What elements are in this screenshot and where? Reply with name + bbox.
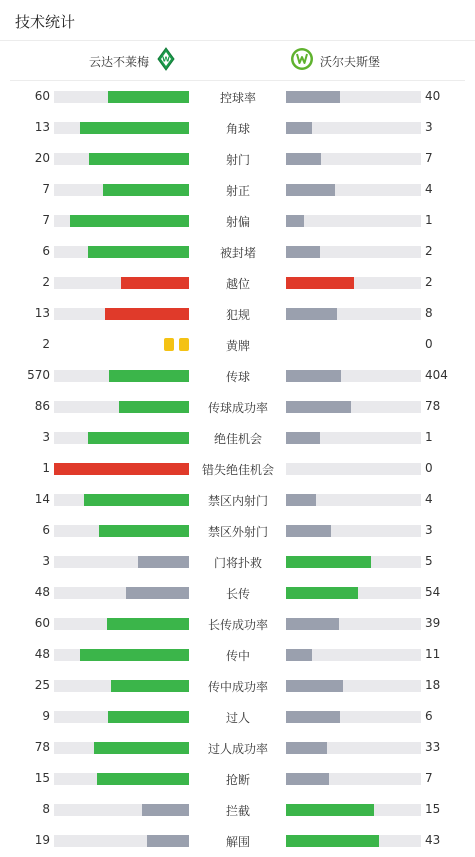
- home-stat-bar: [107, 618, 189, 630]
- away-stat-value: 43: [425, 833, 441, 847]
- away-stat-bar: [286, 742, 327, 754]
- stat-row: [0, 298, 475, 329]
- away-stat-bar-track: [286, 463, 421, 475]
- away-stat-bar-track: [286, 711, 421, 723]
- home-stat-value: 570: [27, 368, 50, 382]
- stat-row: [0, 236, 475, 267]
- stat-label: 过人: [225, 711, 250, 725]
- home-stat-value: 8: [42, 802, 50, 816]
- stat-label: 传球成功率: [207, 401, 268, 415]
- home-stat-value: 14: [34, 492, 50, 506]
- yellow-card-icon: [179, 338, 189, 351]
- away-stat-value: 2: [425, 244, 433, 258]
- away-stat-bar: [286, 618, 339, 630]
- home-stat-bar: [80, 649, 189, 661]
- away-stat-value: 2: [425, 275, 433, 289]
- home-stat-bar: [109, 370, 189, 382]
- stat-label: 传球: [225, 370, 250, 384]
- stat-label: 拦截: [225, 804, 250, 818]
- stat-row: [0, 81, 475, 112]
- stat-label: 黄牌: [225, 339, 250, 353]
- home-yellow-cards: [164, 338, 189, 351]
- home-stat-bar-track: [54, 370, 189, 382]
- away-stat-value: 11: [425, 647, 441, 661]
- stat-row: [0, 453, 475, 484]
- home-stat-bar: [99, 525, 189, 537]
- away-stat-value: 4: [425, 492, 433, 506]
- home-stat-bar-track: [54, 432, 189, 444]
- away-stat-value: 0: [425, 337, 433, 351]
- home-stat-bar-track: [54, 401, 189, 413]
- home-stat-bar: [94, 742, 189, 754]
- away-stat-bar-track: [286, 277, 421, 289]
- away-stat-bar-track: [286, 773, 421, 785]
- away-stat-value: 7: [425, 151, 433, 165]
- away-stat-value: 33: [425, 740, 441, 754]
- away-stat-bar: [286, 215, 304, 227]
- away-stat-bar-track: [286, 587, 421, 599]
- home-stat-bar: [88, 432, 189, 444]
- away-stat-value: 404: [425, 368, 448, 382]
- away-stat-value: 54: [425, 585, 441, 599]
- home-stat-value: 48: [34, 647, 50, 661]
- home-stat-bar: [103, 184, 189, 196]
- away-stat-bar-track: [286, 215, 421, 227]
- stat-row: [0, 577, 475, 608]
- home-stat-value: 6: [42, 523, 50, 537]
- away-stat-value: 40: [425, 89, 441, 103]
- stat-label: 传中成功率: [207, 680, 268, 694]
- stat-row: [0, 112, 475, 143]
- home-stat-value: 2: [42, 337, 50, 351]
- away-stat-bar-track: [286, 153, 421, 165]
- stat-row: [0, 825, 475, 856]
- home-stat-bar-track: [54, 556, 189, 568]
- away-stat-bar: [286, 649, 312, 661]
- away-stat-bar-track: [286, 401, 421, 413]
- stat-label: 越位: [225, 277, 250, 291]
- home-stat-bar: [119, 401, 189, 413]
- yellow-card-icon: [164, 338, 174, 351]
- home-stat-bar: [89, 153, 189, 165]
- away-stat-value: 5: [425, 554, 433, 568]
- away-stat-value: 7: [425, 771, 433, 785]
- home-stat-value: 6: [42, 244, 50, 258]
- away-stat-bar: [286, 246, 320, 258]
- away-stat-value: 8: [425, 306, 433, 320]
- home-team[interactable]: [89, 49, 175, 73]
- home-stat-bar-track: [54, 184, 189, 196]
- away-stat-bar-track: [286, 804, 421, 816]
- away-stat-bar: [286, 711, 340, 723]
- stat-label: 绝佳机会: [213, 432, 262, 446]
- stat-label: 抢断: [225, 773, 250, 787]
- stat-label: 门将扑救: [213, 556, 262, 570]
- home-stat-bar-track: [54, 525, 189, 537]
- svg-text:W: W: [162, 55, 170, 64]
- home-stat-bar-track: [54, 215, 189, 227]
- stat-row: [0, 639, 475, 670]
- home-stat-bar: [80, 122, 189, 134]
- home-stat-bar: [121, 277, 189, 289]
- stat-row: [0, 515, 475, 546]
- home-stat-bar: [147, 835, 189, 847]
- home-stat-bar-track: [54, 277, 189, 289]
- away-stat-bar: [286, 122, 312, 134]
- away-stat-bar: [286, 432, 320, 444]
- home-stat-bar: [138, 556, 189, 568]
- home-stat-bar-track: [54, 835, 189, 847]
- home-stat-bar-track: [54, 804, 189, 816]
- stat-row: [0, 360, 475, 391]
- home-stat-value: 13: [34, 306, 50, 320]
- home-stat-bar-track: [54, 680, 189, 692]
- home-stat-bar: [54, 463, 189, 475]
- home-stat-value: 60: [34, 89, 50, 103]
- stat-row: [0, 267, 475, 298]
- stats-header: [0, 0, 475, 41]
- home-stat-bar: [105, 308, 189, 320]
- home-stat-bar-track: [54, 742, 189, 754]
- home-stat-value: 78: [34, 740, 50, 754]
- page-title: 技术统计: [15, 13, 76, 31]
- stat-label: 射正: [225, 184, 250, 198]
- away-stat-bar-track: [286, 122, 421, 134]
- away-stat-bar: [286, 556, 371, 568]
- home-stat-value: 1: [42, 461, 50, 475]
- stat-label: 解围: [225, 835, 250, 849]
- stat-label: 禁区外射门: [207, 525, 268, 539]
- away-stat-bar-track: [286, 556, 421, 568]
- home-stat-value: 86: [34, 399, 50, 413]
- home-stat-bar-track: [54, 587, 189, 599]
- home-stat-value: 25: [34, 678, 50, 692]
- home-stat-value: 15: [34, 771, 50, 785]
- home-stat-bar-track: [54, 649, 189, 661]
- away-stat-bar-track: [286, 91, 421, 103]
- away-stat-bar-track: [286, 308, 421, 320]
- stat-label: 过人成功率: [207, 742, 268, 756]
- stat-label: 传中: [225, 649, 250, 663]
- home-stat-value: 3: [42, 554, 50, 568]
- away-stat-bar: [286, 680, 343, 692]
- home-stat-value: 2: [42, 275, 50, 289]
- away-stat-value: 1: [425, 213, 433, 227]
- home-stat-bar: [70, 215, 189, 227]
- away-stat-value: 0: [425, 461, 433, 475]
- away-stat-value: 3: [425, 523, 433, 537]
- away-stat-bar: [286, 91, 340, 103]
- stat-label: 被封堵: [219, 246, 256, 260]
- away-stat-bar: [286, 277, 354, 289]
- home-stat-bar-track: [54, 711, 189, 723]
- away-stat-bar: [286, 153, 321, 165]
- stat-label: 角球: [225, 122, 250, 136]
- stat-label: 错失绝佳机会: [201, 463, 274, 477]
- stat-row: [0, 701, 475, 732]
- away-stat-value: 78: [425, 399, 441, 413]
- team-header-row: [10, 41, 465, 81]
- away-stat-bar-track: [286, 649, 421, 661]
- home-stat-value: 7: [42, 213, 50, 227]
- home-stat-bar-track: [54, 773, 189, 785]
- stat-label: 犯规: [225, 308, 250, 322]
- away-team-name: 沃尔夫斯堡: [320, 54, 381, 69]
- home-stat-value: 13: [34, 120, 50, 134]
- away-stat-value: 4: [425, 182, 433, 196]
- away-stat-bar: [286, 835, 379, 847]
- away-stat-bar-track: [286, 742, 421, 754]
- home-stat-value: 9: [42, 709, 50, 723]
- stat-row: [0, 143, 475, 174]
- away-stat-value: 3: [425, 120, 433, 134]
- stat-row: [0, 794, 475, 825]
- away-stat-bar-track: [286, 525, 421, 537]
- home-stat-value: 48: [34, 585, 50, 599]
- home-stat-bar: [97, 773, 189, 785]
- away-stat-bar: [286, 494, 316, 506]
- stat-row: [0, 422, 475, 453]
- stat-label: 禁区内射门: [207, 494, 268, 508]
- away-stat-bar-track: [286, 184, 421, 196]
- home-stat-bar-track: [54, 91, 189, 103]
- home-stat-bar: [108, 711, 189, 723]
- away-stat-bar: [286, 587, 358, 599]
- away-stat-value: 39: [425, 616, 441, 630]
- stat-row: [0, 732, 475, 763]
- away-stat-bar: [286, 308, 337, 320]
- stat-row: [0, 546, 475, 577]
- stat-row: [0, 670, 475, 701]
- home-stat-bar: [108, 91, 189, 103]
- away-stat-value: 18: [425, 678, 441, 692]
- stat-label: 射偏: [225, 215, 250, 229]
- away-stat-bar: [286, 525, 331, 537]
- home-stat-value: 7: [42, 182, 50, 196]
- stat-label: 射门: [225, 153, 250, 167]
- home-stat-bar: [142, 804, 189, 816]
- home-stat-bar-track: [54, 463, 189, 475]
- home-stat-value: 19: [34, 833, 50, 847]
- away-stat-bar-track: [286, 618, 421, 630]
- home-stat-bar-track: [54, 122, 189, 134]
- away-team[interactable]: [290, 49, 380, 73]
- home-stat-value: 60: [34, 616, 50, 630]
- stat-row: [0, 391, 475, 422]
- away-stat-bar: [286, 773, 329, 785]
- home-stat-bar: [84, 494, 189, 506]
- away-stat-bar: [286, 370, 341, 382]
- stat-label: 长传: [225, 587, 250, 601]
- away-stat-value: 6: [425, 709, 433, 723]
- stat-row: [0, 174, 475, 205]
- wolfsburg-crest-icon: [290, 47, 314, 75]
- home-stat-value: 3: [42, 430, 50, 444]
- stat-row: [0, 763, 475, 794]
- home-stat-bar-track: [54, 153, 189, 165]
- home-stat-bar: [88, 246, 189, 258]
- away-stat-bar: [286, 804, 374, 816]
- stat-label: 控球率: [219, 91, 256, 105]
- stat-label: 长传成功率: [207, 618, 268, 632]
- away-stat-bar-track: [286, 432, 421, 444]
- home-stat-value: 20: [34, 151, 50, 165]
- home-stat-bar-track: [54, 618, 189, 630]
- home-stat-bar-track: [54, 246, 189, 258]
- away-stat-bar-track: [286, 370, 421, 382]
- home-stat-bar: [111, 680, 189, 692]
- away-stat-bar: [286, 184, 335, 196]
- home-stat-bar-track: [54, 308, 189, 320]
- away-stat-bar: [286, 401, 351, 413]
- away-stat-value: 15: [425, 802, 441, 816]
- stat-row: [0, 329, 475, 360]
- home-stat-bar: [126, 587, 189, 599]
- stat-row: [0, 484, 475, 515]
- away-stat-value: 1: [425, 430, 433, 444]
- away-stat-bar-track: [286, 835, 421, 847]
- stat-row: [0, 205, 475, 236]
- stat-row: [0, 608, 475, 639]
- away-stat-bar-track: [286, 246, 421, 258]
- home-team-name: 云达不莱梅: [88, 54, 149, 69]
- werder-bremen-crest-icon: [157, 47, 175, 75]
- away-stat-bar-track: [286, 680, 421, 692]
- home-stat-bar-track: [54, 494, 189, 506]
- away-stat-bar-track: [286, 494, 421, 506]
